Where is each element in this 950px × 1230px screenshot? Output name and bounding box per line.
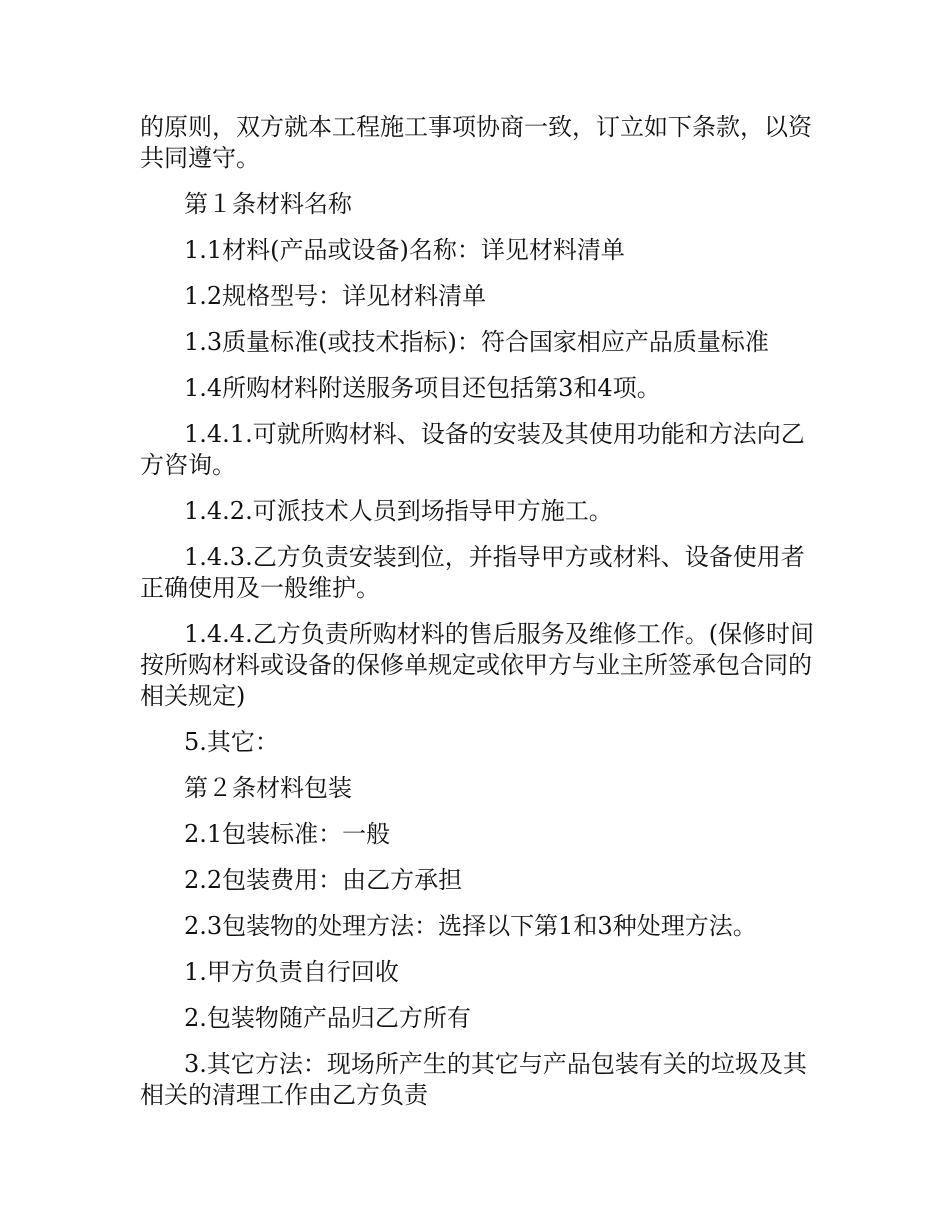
clause-2-2: 2.2包装费用：由乙方承担 (184, 866, 463, 894)
clause-5-other: 5.其它： (184, 728, 279, 756)
clause-2-3: 2.3包装物的处理方法：选择以下第1和3种处理方法。 (184, 912, 757, 940)
clause-1-4-3: 1.4.3.乙方负责安装到位，并指导甲方或材料、设备使用者正确使用及一般维护。 (140, 543, 805, 602)
section-heading-1: 第１条材料名称 (184, 190, 352, 218)
clause-1-4-4: 1.4.4.乙方负责所购材料的售后服务及维修工作。(保修时间按所购材料或设备的保修单规定或依甲方与业主所签承包合同的相关规定) (140, 620, 815, 710)
option-2: 2.包装物随产品归乙方所有 (184, 1004, 471, 1032)
option-1: 1.甲方负责自行回收 (184, 958, 399, 986)
clause-1-1: 1.1材料(产品或设备)名称：详见材料清单 (184, 236, 625, 264)
paragraph-intro-continuation: 的原则，双方就本工程施工事项协商一致，订立如下条款，以资共同遵守。 (140, 113, 812, 172)
section-heading-2: 第２条材料包装 (184, 774, 352, 802)
clause-1-4-2: 1.4.2.可派技术人员到场指导甲方施工。 (184, 497, 613, 525)
clause-1-2: 1.2规格型号：详见材料清单 (184, 282, 487, 310)
clause-1-4: 1.4所购材料附送服务项目还包括第3和4项。 (184, 374, 661, 402)
option-3: 3.其它方法：现场所产生的其它与产品包装有关的垃圾及其相关的清理工作由乙方负责 (140, 1050, 807, 1109)
clause-1-3: 1.3质量标准(或技术指标)：符合国家相应产品质量标准 (184, 328, 769, 356)
clause-2-1: 2.1包装标准：一般 (184, 820, 391, 848)
document-body (140, 112, 820, 1126)
clause-1-4-1: 1.4.1.可就所购材料、设备的安装及其使用功能和方法向乙方咨询。 (140, 420, 805, 479)
